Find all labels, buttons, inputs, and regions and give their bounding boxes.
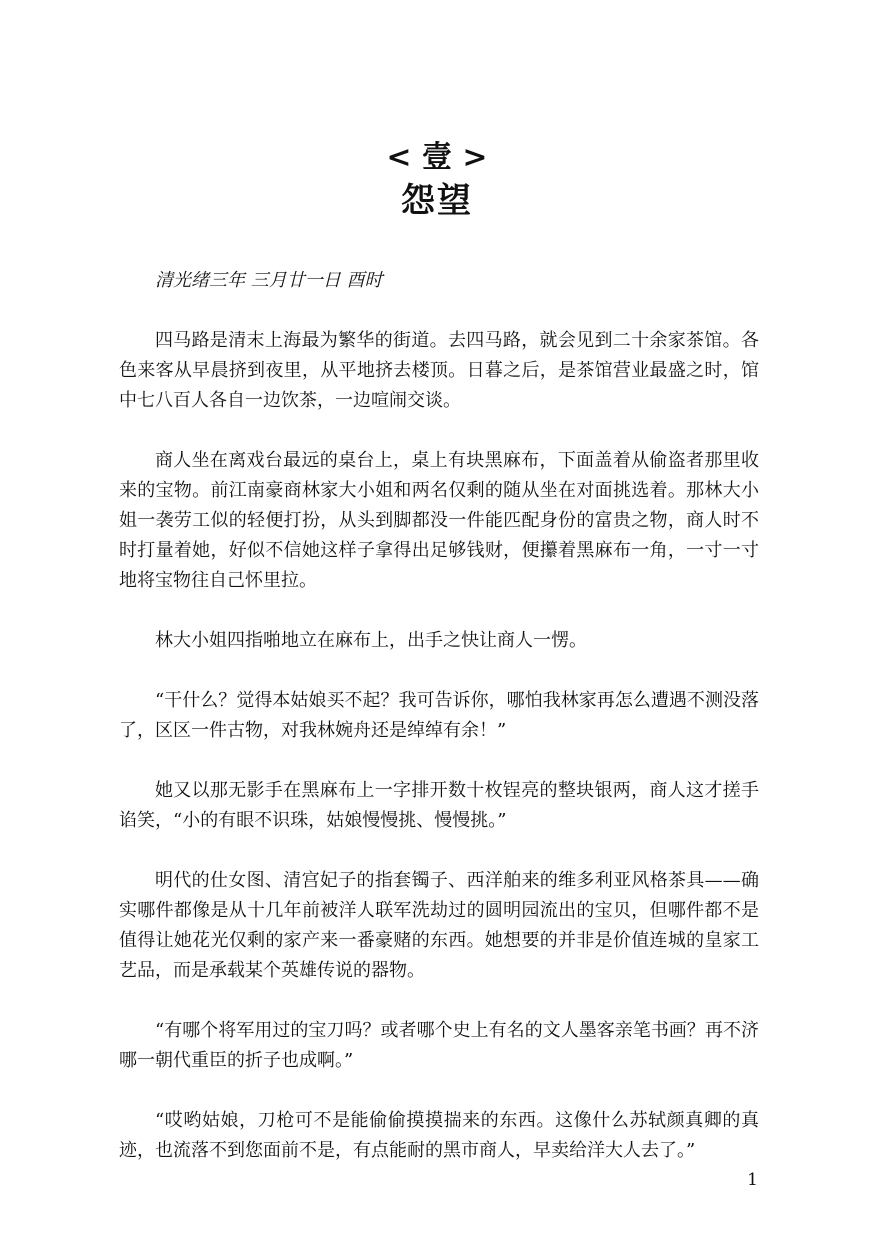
paragraph: “哎哟姑娘，刀枪可不是能偷偷摸摸揣来的东西。这像什么苏轼颜真卿的真迹，也流落不到您面前不是，有点能耐的黑市商人，早卖给洋大人去了。” xyxy=(119,1110,759,1161)
paragraph: “有哪个将军用过的宝刀吗？或者哪个史上有名的文人墨客亲笔书画？再不济哪一朝代重臣的折子也成啊。” xyxy=(119,1020,759,1071)
paragraph: 商人坐在离戏台最远的桌台上，桌上有块黑麻布，下面盖着从偷盗者那里收来的宝物。前江南豪商林家大小姐和两名仅剩的随从坐在对面挑选着。那林大小姐一袭劳工似的轻便打扮，从头到脚都没一件能匹配身份的富贵之物，商人时不时打量着她，好似不信她这样子拿得出足够钱财，便攥着黑麻布一角，一寸一寸地将宝物往自己怀里拉。 xyxy=(119,450,759,591)
body-text xyxy=(119,266,759,1196)
chapter-title: 怨望 xyxy=(401,181,473,221)
dateline: 清光绪三年 三月廿一日 酉时 xyxy=(155,270,383,291)
page-number: 1 xyxy=(747,1170,758,1190)
paragraph: 林大小姐四指啪地立在麻布上，出手之快让商人一愣。 xyxy=(155,630,587,651)
paragraph: 四马路是清末上海最为繁华的街道。去四马路，就会见到二十余家茶馆。各色来客从早晨挤到夜里，从平地挤去楼顶。日暮之后，是茶馆营业最盛之时，馆中七八百人各自一边饮茶，一边喧闹交谈。 xyxy=(119,330,759,411)
paragraph: “干什么？觉得本姑娘买不起？我可告诉你，哪怕我林家再怎么遭遇不测没落了，区区一件古物，对我林婉舟还是绰绰有余！” xyxy=(119,690,759,741)
paragraph: 她又以那无影手在黑麻布上一字排开数十枚锃亮的整块银两，商人这才搓手谄笑，“小的有眼不识珠，姑娘慢慢挑、慢慢挑。” xyxy=(119,780,759,831)
chapter-number: < 壹 > xyxy=(386,140,488,175)
paragraph: 明代的仕女图、清宫妃子的指套镯子、西洋舶来的维多利亚风格茶具——确实哪件都像是从十几年前被洋人联军洗劫过的圆明园流出的宝贝，但哪件都不是值得让她花光仅剩的家产来一番豪赌的东西。她想要的并非是价值连城的皇家工艺品，而是承载某个英雄传说的器物。 xyxy=(119,870,759,981)
